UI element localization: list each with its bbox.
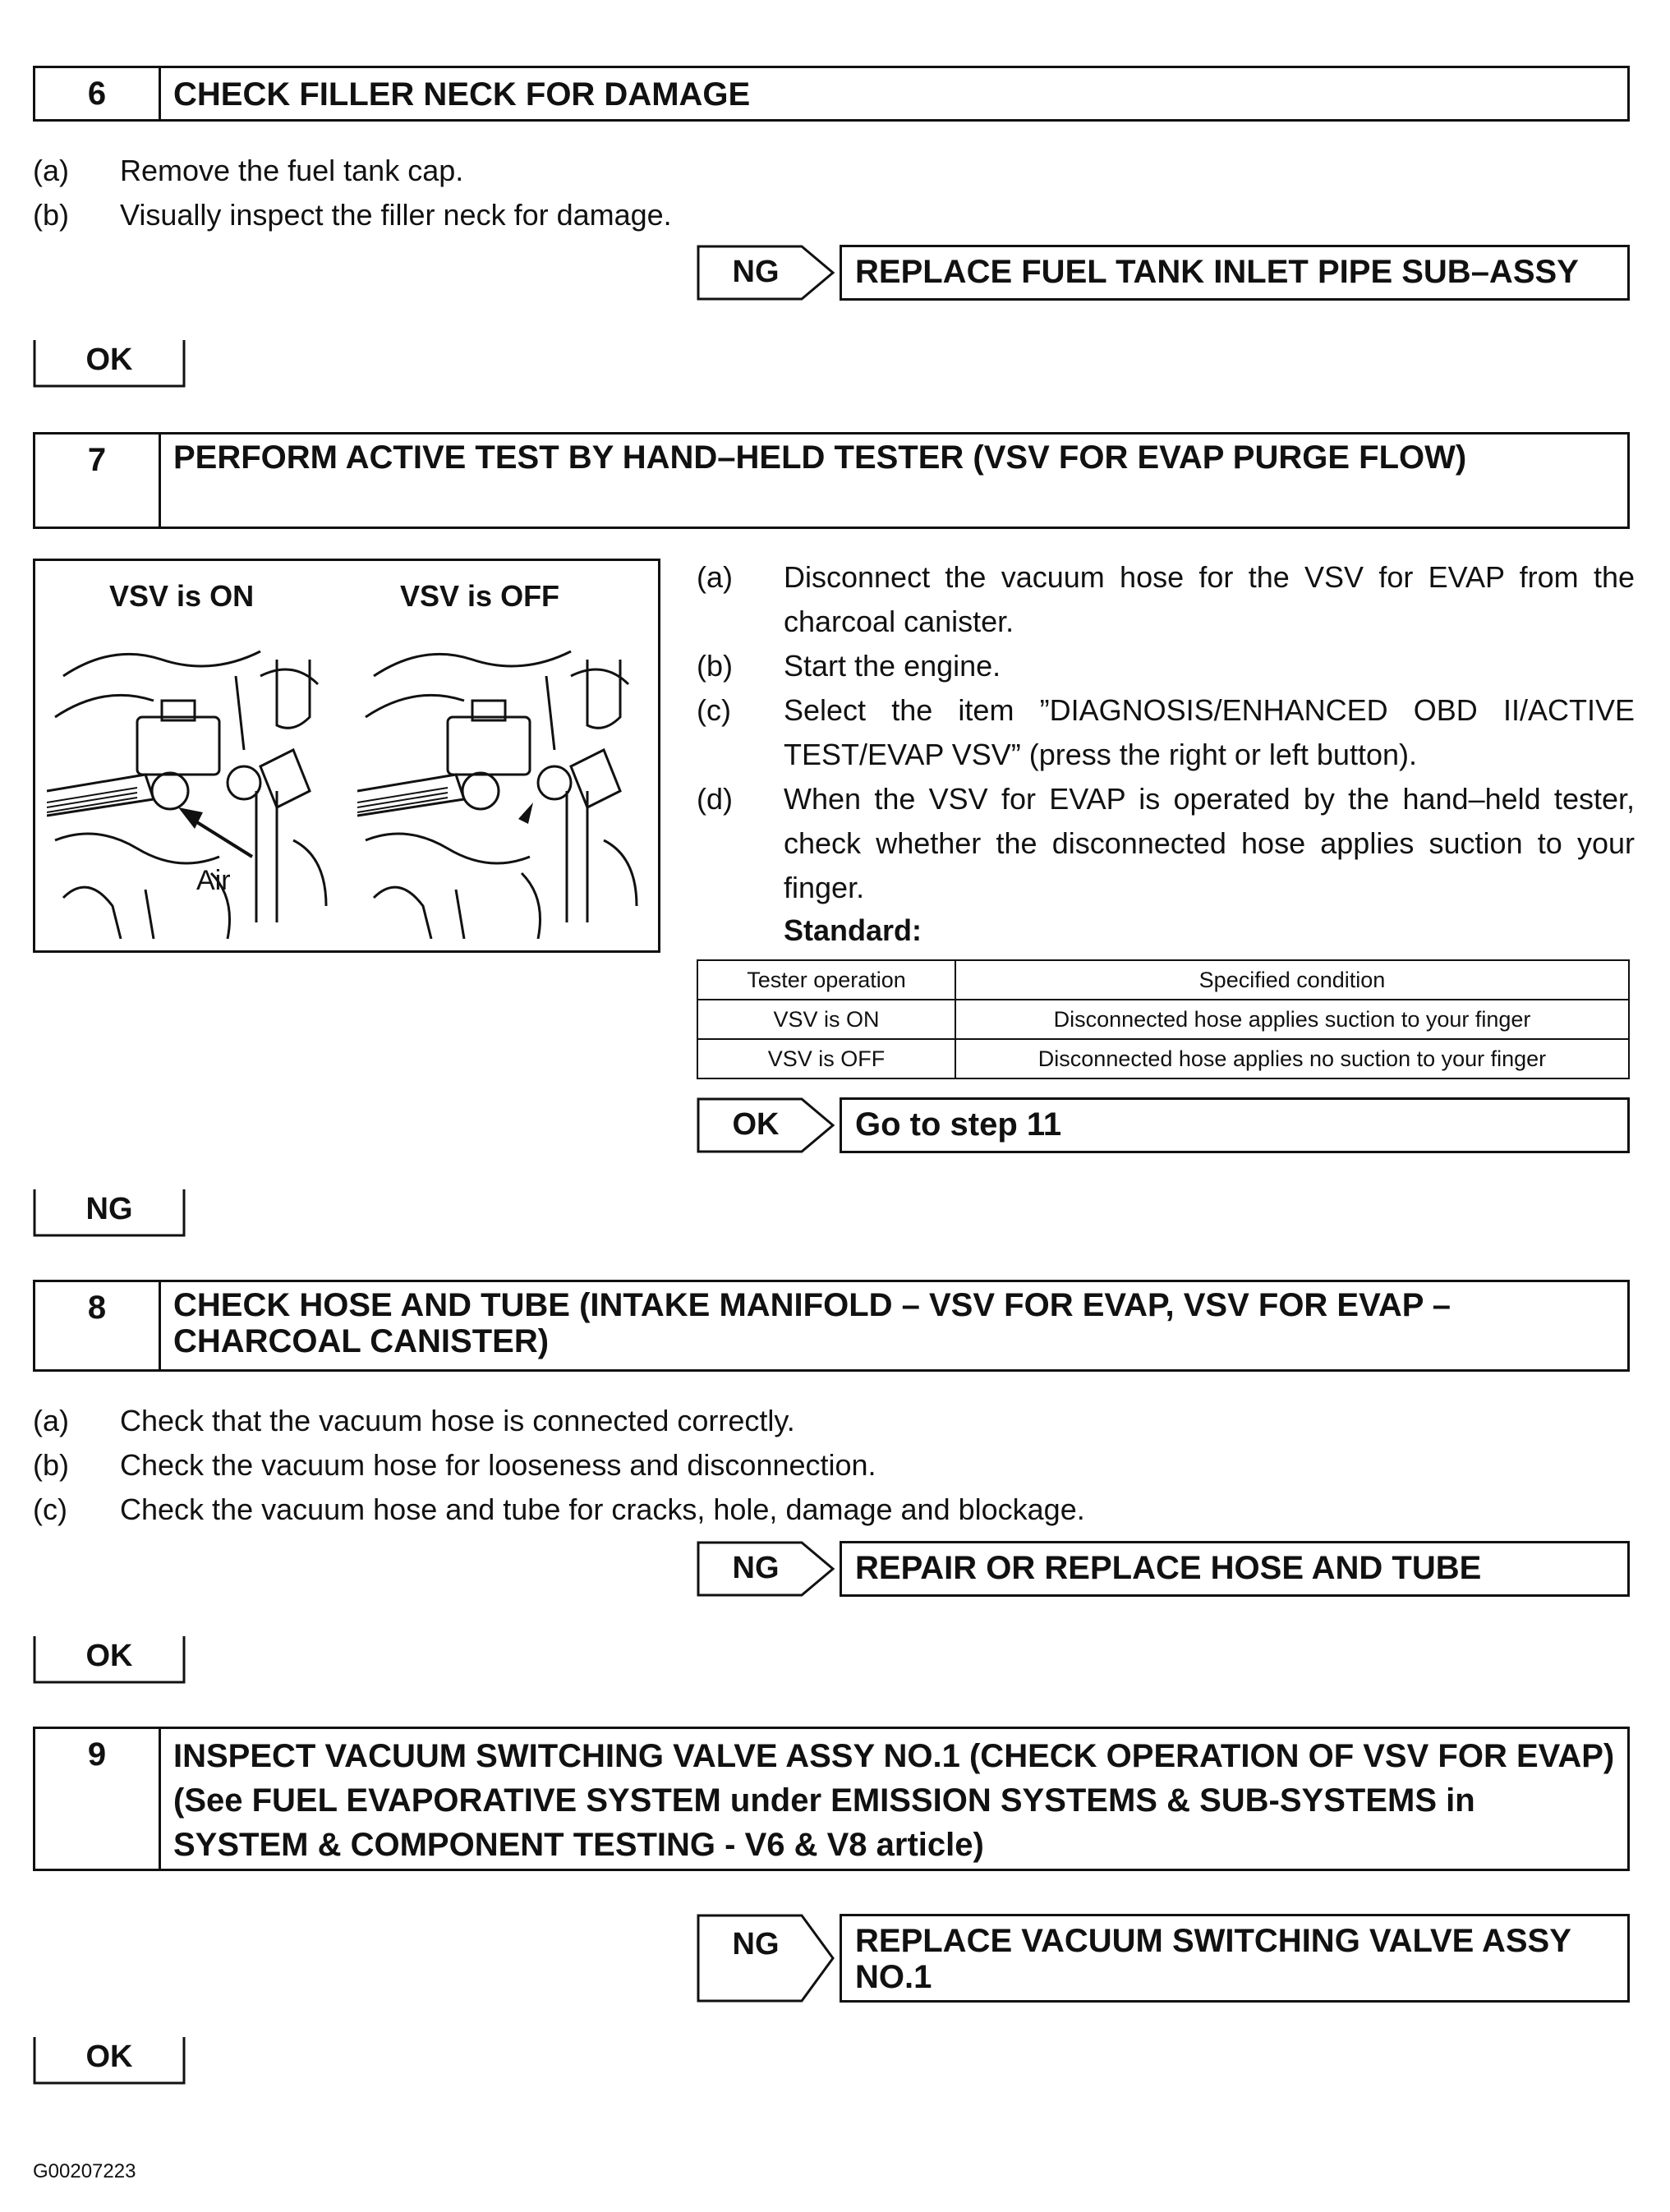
illustration-label-on: VSV is ON xyxy=(109,579,255,613)
table-header-cell: Tester operation xyxy=(697,960,955,1000)
step-9-header xyxy=(33,1727,1630,1871)
step-8-header xyxy=(33,1280,1630,1372)
ok-result-box: Go to step 11 xyxy=(840,1097,1630,1153)
step-number: 9 xyxy=(35,1729,161,1869)
table-header-cell: Specified condition xyxy=(955,960,1629,1000)
ng-outcome-tag: NG xyxy=(697,1914,836,2003)
ok-continue-tag: OK xyxy=(33,338,186,388)
table-header-row xyxy=(697,960,1629,1000)
ok-continue-tag: OK xyxy=(33,1635,186,1684)
step-7-header xyxy=(33,432,1630,529)
ng-continue-tag: NG xyxy=(33,1188,186,1237)
step-title: CHECK FILLER NECK FOR DAMAGE xyxy=(173,76,751,113)
step-6-header xyxy=(33,66,1630,122)
vsv-illustration xyxy=(33,559,660,953)
step-title: INSPECT VACUUM SWITCHING VALVE ASSY NO.1 (CHECK OPERATION OF VSV FOR EVAP) (See FUEL EVAPORATIVE SYSTEM under EMISSION SYSTEMS & SUB-SYSTEMS in SYSTEM & COMPONENT TESTING - V6 & V8 article) xyxy=(173,1738,1615,1863)
step-number: 6 xyxy=(35,68,161,119)
standard-table xyxy=(697,959,1630,1079)
step-title: CHECK HOSE AND TUBE (INTAKE MANIFOLD – VSV FOR EVAP, VSV FOR EVAP – CHARCOAL CANISTER) xyxy=(173,1287,1451,1359)
table-row xyxy=(697,1000,1629,1039)
vsv-on-drawing xyxy=(47,627,343,939)
step-title: PERFORM ACTIVE TEST BY HAND–HELD TESTER (VSV FOR EVAP PURGE FLOW) xyxy=(173,439,1467,476)
ng-outcome-tag: NG xyxy=(697,245,836,301)
standard-label: Standard: xyxy=(784,913,922,947)
ng-result-box: REPLACE FUEL TANK INLET PIPE SUB–ASSY xyxy=(840,245,1630,301)
figure-code: G00207223 xyxy=(33,2160,136,2182)
ng-result-box: REPAIR OR REPLACE HOSE AND TUBE xyxy=(840,1541,1630,1597)
ok-continue-tag: OK xyxy=(33,2035,186,2085)
ng-outcome-tag: NG xyxy=(697,1541,836,1597)
table-row xyxy=(697,1039,1629,1078)
ng-result-box: REPLACE VACUUM SWITCHING VALVE ASSY NO.1 xyxy=(840,1914,1630,2003)
step-number: 7 xyxy=(35,435,161,527)
vsv-off-drawing xyxy=(357,627,653,939)
illustration-label-off: VSV is OFF xyxy=(400,579,560,613)
illustration-label-air: Air xyxy=(196,865,231,896)
step-number: 8 xyxy=(35,1282,161,1369)
table-cell: VSV is ON xyxy=(697,1000,955,1039)
table-cell: Disconnected hose applies suction to your finger xyxy=(955,1000,1629,1039)
table-cell: VSV is OFF xyxy=(697,1039,955,1078)
table-cell: Disconnected hose applies no suction to your finger xyxy=(955,1039,1629,1078)
ok-outcome-tag: OK xyxy=(697,1097,836,1153)
